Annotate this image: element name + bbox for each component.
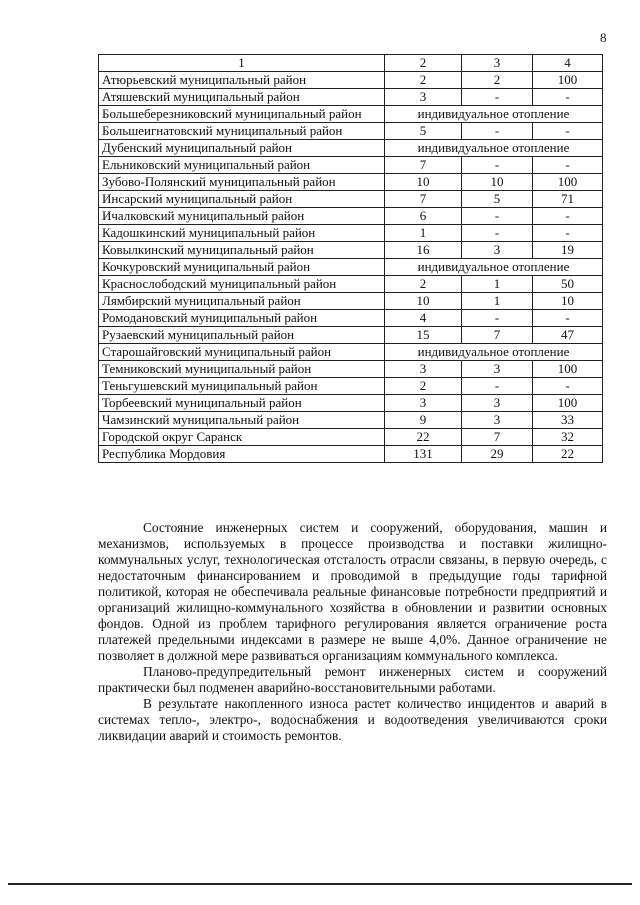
value-cell-c3: 3 <box>462 395 533 412</box>
region-name: Теньгушевский муниципальный район <box>99 378 385 395</box>
table-row <box>99 361 603 378</box>
value-cell-c4: - <box>533 310 603 327</box>
table-row <box>99 106 603 123</box>
heating-note: индивидуальное отопление <box>385 140 603 157</box>
value-cell-c3: - <box>462 225 533 242</box>
value-cell-c2: 2 <box>385 72 462 89</box>
region-name: Атюрьевский муниципальный район <box>99 72 385 89</box>
value-cell-c2: 2 <box>385 378 462 395</box>
region-name: Кочкуровский муниципальный район <box>99 259 385 276</box>
value-cell-c4: 100 <box>533 395 603 412</box>
region-name: Кадошкинский муниципальный район <box>99 225 385 242</box>
value-cell-c4: 47 <box>533 327 603 344</box>
region-name: Чамзинский муниципальный район <box>99 412 385 429</box>
value-cell-c2: 22 <box>385 429 462 446</box>
value-cell-c4: 100 <box>533 361 603 378</box>
value-cell-c2: 1 <box>385 225 462 242</box>
table-header-row <box>99 55 603 72</box>
value-cell-c2: 131 <box>385 446 462 463</box>
value-cell-c4: 22 <box>533 446 603 463</box>
value-cell-c3: - <box>462 123 533 140</box>
header-col-1: 1 <box>99 55 385 72</box>
table-row <box>99 310 603 327</box>
value-cell-c4: 33 <box>533 412 603 429</box>
regions-table <box>98 54 603 463</box>
value-cell-c4: 71 <box>533 191 603 208</box>
value-cell-c2: 5 <box>385 123 462 140</box>
value-cell-c3: - <box>462 208 533 225</box>
value-cell-c2: 6 <box>385 208 462 225</box>
paragraph: В результате накопленного износа растет количество инцидентов и аварий в системах тепло-, электро-, водоснабжения и водоотведения увеличиваются сроки ликвидации аварий и стоимость ремонтов. <box>98 696 607 743</box>
value-cell-c2: 10 <box>385 293 462 310</box>
value-cell-c2: 10 <box>385 174 462 191</box>
region-name: Краснослободский муниципальный район <box>99 276 385 293</box>
table-row <box>99 174 603 191</box>
value-cell-c2: 4 <box>385 310 462 327</box>
table-row <box>99 123 603 140</box>
region-name: Зубово-Полянский муниципальный район <box>99 174 385 191</box>
region-name: Дубенский муниципальный район <box>99 140 385 157</box>
value-cell-c4: 32 <box>533 429 603 446</box>
table-row <box>99 225 603 242</box>
table-row <box>99 276 603 293</box>
table-row <box>99 395 603 412</box>
region-name: Торбеевский муниципальный район <box>99 395 385 412</box>
value-cell-c3: - <box>462 157 533 174</box>
regions-table-body <box>99 55 603 463</box>
value-cell-c4: - <box>533 89 603 106</box>
value-cell-c3: 7 <box>462 429 533 446</box>
table-row <box>99 72 603 89</box>
value-cell-c3: - <box>462 89 533 106</box>
heating-note: индивидуальное отопление <box>385 259 603 276</box>
value-cell-c4: 100 <box>533 72 603 89</box>
value-cell-c4: - <box>533 208 603 225</box>
value-cell-c2: 3 <box>385 395 462 412</box>
region-name: Ичалковский муниципальный район <box>99 208 385 225</box>
header-col-4: 4 <box>533 55 603 72</box>
value-cell-c4: 50 <box>533 276 603 293</box>
table-row <box>99 344 603 361</box>
value-cell-c3: 1 <box>462 293 533 310</box>
value-cell-c3: 5 <box>462 191 533 208</box>
table-row <box>99 89 603 106</box>
region-name: Ромодановский муниципальный район <box>99 310 385 327</box>
value-cell-c4: - <box>533 123 603 140</box>
table-row <box>99 259 603 276</box>
value-cell-c3: 10 <box>462 174 533 191</box>
value-cell-c3: 3 <box>462 361 533 378</box>
region-name: Темниковский муниципальный район <box>99 361 385 378</box>
value-cell-c2: 9 <box>385 412 462 429</box>
table-row <box>99 378 603 395</box>
page-bottom-rule <box>8 883 632 885</box>
table-row <box>99 429 603 446</box>
value-cell-c3: 2 <box>462 72 533 89</box>
header-col-3: 3 <box>462 55 533 72</box>
region-name: Атяшевский муниципальный район <box>99 89 385 106</box>
heating-note: индивидуальное отопление <box>385 106 603 123</box>
region-name: Ковылкинский муниципальный район <box>99 242 385 259</box>
region-name: Республика Мордовия <box>99 446 385 463</box>
page-number: 8 <box>600 30 607 45</box>
table-row <box>99 446 603 463</box>
value-cell-c2: 3 <box>385 89 462 106</box>
region-name: Большеберезниковский муниципальный район <box>99 106 385 123</box>
table-row <box>99 327 603 344</box>
region-name: Рузаевский муниципальный район <box>99 327 385 344</box>
table-row <box>99 412 603 429</box>
table-row <box>99 191 603 208</box>
header-col-2: 2 <box>385 55 462 72</box>
value-cell-c4: - <box>533 378 603 395</box>
value-cell-c3: 7 <box>462 327 533 344</box>
region-name: Лямбирский муниципальный район <box>99 293 385 310</box>
heating-note: индивидуальное отопление <box>385 344 603 361</box>
paragraph: Планово-предупредительный ремонт инженерных систем и сооружений практически был подменен аварийно-восстановительными работами. <box>98 664 607 695</box>
region-name: Старошайговский муниципальный район <box>99 344 385 361</box>
value-cell-c4: 19 <box>533 242 603 259</box>
value-cell-c4: - <box>533 225 603 242</box>
value-cell-c3: 1 <box>462 276 533 293</box>
value-cell-c3: - <box>462 310 533 327</box>
value-cell-c2: 3 <box>385 361 462 378</box>
paragraph: Состояние инженерных систем и сооружений, оборудования, машин и механизмов, используемых в процессе производства и поставки жилищно-коммунальных услуг, технологическая отсталость отрасли связаны, в первую очередь, с недостаточным финансированием и проводимой в предыдущие годы тарифной политикой, которая не обеспечивала реальные финансовые потребности предприятий и организаций жилищно-коммунального хозяйства в обновлении и развитии основных фондов. Одной из проблем тарифного регулирования является ограничение роста платежей предельными индексами в размере не выше 4,0%. Данное ограничение не позволяет в должной мере развиваться организациям коммунального комплекса. <box>98 520 607 663</box>
region-name: Инсарский муниципальный район <box>99 191 385 208</box>
value-cell-c3: 3 <box>462 412 533 429</box>
value-cell-c4: 100 <box>533 174 603 191</box>
region-name: Городской округ Саранск <box>99 429 385 446</box>
body-text <box>98 520 607 744</box>
region-name: Большеигнатовский муниципальный район <box>99 123 385 140</box>
value-cell-c2: 16 <box>385 242 462 259</box>
table-row <box>99 242 603 259</box>
value-cell-c2: 7 <box>385 191 462 208</box>
value-cell-c3: - <box>462 378 533 395</box>
table-row <box>99 293 603 310</box>
value-cell-c2: 7 <box>385 157 462 174</box>
value-cell-c4: - <box>533 157 603 174</box>
value-cell-c3: 29 <box>462 446 533 463</box>
value-cell-c3: 3 <box>462 242 533 259</box>
table-row <box>99 208 603 225</box>
region-name: Ельниковский муниципальный район <box>99 157 385 174</box>
table-row <box>99 157 603 174</box>
table-row <box>99 140 603 157</box>
value-cell-c2: 2 <box>385 276 462 293</box>
value-cell-c2: 15 <box>385 327 462 344</box>
value-cell-c4: 10 <box>533 293 603 310</box>
